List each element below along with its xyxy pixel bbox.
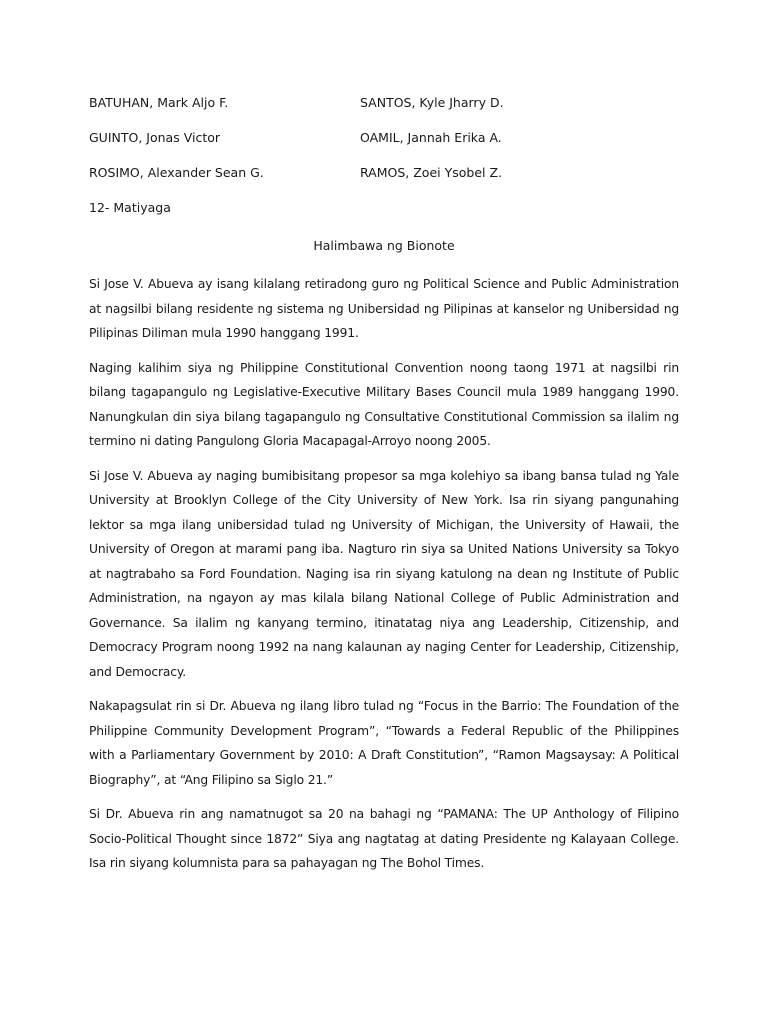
document-body [89,272,679,886]
paragraph: Si Jose V. Abueva ay naging bumibisitang propesor sa mga kolehiyo sa ibang bansa tulad ng Yale University at Brooklyn College of the City University of New York. Isa rin siyang pangunahing lektor sa mga ilang unibersidad tulad ng University of Michigan, the University of Hawaii, the University of Oregon at marami pang iba. Nagturo rin siya sa United Nations University sa Tokyo at nagtrabaho sa Ford Foundation. Naging isa rin siyang katulong na dean ng Institute of Public Administration, na ngayon ay mas kilala bilang National College of Public Administration and Governance. Sa ilalim ng kanyang termino, itinatatag niya ang Leadership, Citizenship, and Democracy Program noong 1992 na nang kalaunan ay naging Center for Leadership, Citizenship, and Democracy. [89,468,679,679]
author-name: SANTOS, Kyle Jharry D. [360,95,504,110]
author-name: RAMOS, Zoei Ysobel Z. [360,165,502,180]
paragraph: Nakapagsulat rin si Dr. Abueva ng ilang libro tulad ng “Focus in the Barrio: The Foundation of the Philippine Community Development Program”, “Towards a Federal Republic of the Philippines with a Parliamentary Government by 2010: A Draft Constitution”, “Ramon Magsaysay: A Political Biography”, at “Ang Filipino sa Siglo 21.” [89,699,679,787]
author-name: ROSIMO, Alexander Sean G. [89,165,264,180]
paragraph: Si Dr. Abueva rin ang namatnugot sa 20 na bahagi ng “PAMANA: The UP Anthology of Filipino Socio-Political Thought since 1872” Siya ang nagtatag at dating Presidente ng Kalayaan College. Isa rin siyang kolumnista para sa pahayagan ng The Bohol Times. [89,807,679,870]
paragraph: Si Jose V. Abueva ay isang kilalang retiradong guro ng Political Science and Public Administration at nagsilbi bilang residente ng sistema ng Unibersidad ng Pilipinas at kanselor ng Unibersidad ng Pilipinas Diliman mula 1990 hanggang 1991. [89,277,679,340]
author-row [89,128,689,163]
author-row [89,163,689,198]
author-row [89,93,689,128]
author-name: BATUHAN, Mark Aljo F. [89,95,229,110]
author-list [89,93,689,198]
author-name: GUINTO, Jonas Victor [89,130,221,145]
section-label: 12- Matiyaga [89,200,171,215]
document-title: Halimbawa ng Bionote [313,238,455,253]
author-name: OAMIL, Jannah Erika A. [360,130,502,145]
paragraph: Naging kalihim siya ng Philippine Constitutional Convention noong taong 1971 at nagsilbi rin bilang tagapangulo ng Legislative-Executive Military Bases Council mula 1989 hanggang 1990. Nanungkulan din siya bilang tagapangulo ng Consultative Constitutional Commission sa ilalim ng termino ni dating Pangulong Gloria Macapagal-Arroyo noong 2005. [89,360,679,448]
